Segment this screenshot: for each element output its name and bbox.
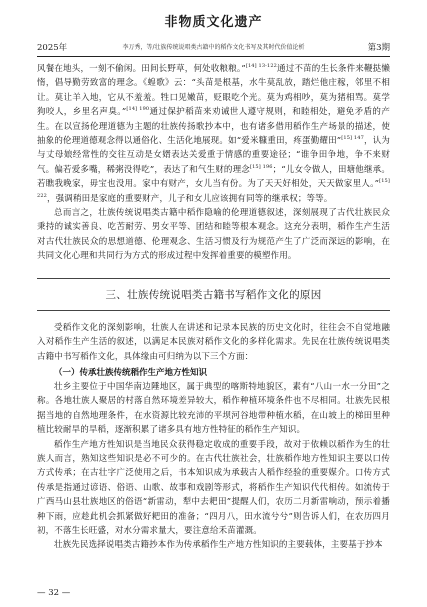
journal-title: 非物质文化遗产 [164,15,263,30]
page-number: — 32 — [37,588,71,598]
article-body [37,62,390,553]
header-issue: 第3期 [367,43,390,53]
paragraph: 壮族先民选择说唱类古籍抄本作为传承稻作生产地方性知识的主要载体，主要基于抄本 [54,540,383,551]
header-year: 2025年 [37,43,68,53]
paragraph: 壮乡主要位于中国华南边陲地区，属于典型的喀斯特地貌区，素有“八山一水一分田”之称。各地壮族人聚居的村落自然环境差异较大，稻作种植环境条件也不尽相同。壮族先民根据当地的自然地理条件，在水资源比较充沛的平坝河谷地带种植水稻，在山坡上的梯田里种植比较耐旱的旱稻，逐渐积累了诸多具有地方性特征的稻作生产知识。 [37,381,390,436]
running-header [37,41,390,54]
paragraph: 稻作生产地方性知识是当地民众获得稳定收成的重要手段，故对于依赖以稻作为生的壮族人而言，熟知这些知识是必不可少的。在古代壮族社会，壮族稻作地方性知识主要以口传方式传承；在古壮字广泛使用之后，书本知识成为承载古人稻作经验的重要媒介。口传方式传承是指通过谚语、俗语、山歌、故事和戏剧等形式，将稻作生产知识代代相传。如流传于广西马山县壮族地区的俗语“新雷动，犁中去耙田”提醒人们，农历二月新雷响动，预示着播种下雨，应趁此机会抓紧做好耙田的准备；“四月八，田水流兮兮”则告诉人们，在农历四月初，不落生长旺盛，对水分需求量大，要注意给禾苗灌溉。 [37,439,390,536]
header-rule [37,56,390,57]
section-divider [37,310,390,311]
paragraph: 风餐在地头，一刻不偷闲。田间长野草，何处收粮粮。”$^{[14] 13-122}$通过不苗的生长条件来鞭挞懒惰，倡导勤劳致富的理念。《蝗歌》云：“头苗是根基，水牛莫乱放，踏烂他庄稼，邻里不相让。莫让羊入地，它从不羞羞。牲口见嫩苗，贬眼吃个光。莫为鸡相吵，莫为猪相骂。莫学狗咬人，乡里名声臭。”$^{[14] 190}$通过保护稻苗来劝诫世人遵守规则，和睦相处，避免矛盾的产生。在以宣扬伦理道德为主题的壮族传扬歌抄本中，也有诸多借用稻作生产场景的描述，使抽象的伦理道德观念得以通俗化、生活化地展现。如“爱米糠重田，疼蛋勤耀田”$^{[15] 147}$，认为与丈母娘经常性的交往互动是女婿表达关爱重于情感的重要途径；“谁争田争地，争不来财气。偏若爱多嘴，稀粥没得吃”，表达了和气生财的理念$^{[15] 196}$；“儿女令做人，田塘他继承。若瞧我晚家，毋宝也没用。家中有财产，女儿当有份。为了天天好相处，天天做家里人。”$^{[15] 222}$，强调稍田是家庭的重要财产，儿子和女儿应该拥有同等的继承权；等等。 [37,63,390,204]
paragraph: 总而言之，壮族传统说唱类古籍中稻作隐喻的伦理道德叙述，深刻展现了古代壮族民众秉持的诚实善良、吃苦耐劳、男女平等、团结和睦等根本观念。这充分表明，稻作生产生活对古代壮族民众的思想道德、伦理观念、生活习惯及行为规范产生了广泛而深远的影响，在共同文化心理和共同行为方式的形成过程中发挥着重要的模塑作用。 [37,208,390,262]
header-article-title: 李万秀，等/壮族传统说唱类古籍中的稻作文化书写及其时代价值论析 [122,44,305,51]
section-heading: 三、壮族传统说唱类古籍书写稻作文化的原因 [105,288,322,301]
subsection-heading: （一）传承壮族传统稻作生产地方性知识 [54,367,208,378]
paragraph: 受稻作文化的深刻影响，壮族人在讲述和记录本民族的历史文化时，往往会不自觉地融入对稻作生产生活的叙述，以满足本民族对稻作文化的多样化需求。先民在壮族传统说唱类古籍中书写稻作文化，具体缘由可归纳为以下三个方面： [37,322,390,362]
